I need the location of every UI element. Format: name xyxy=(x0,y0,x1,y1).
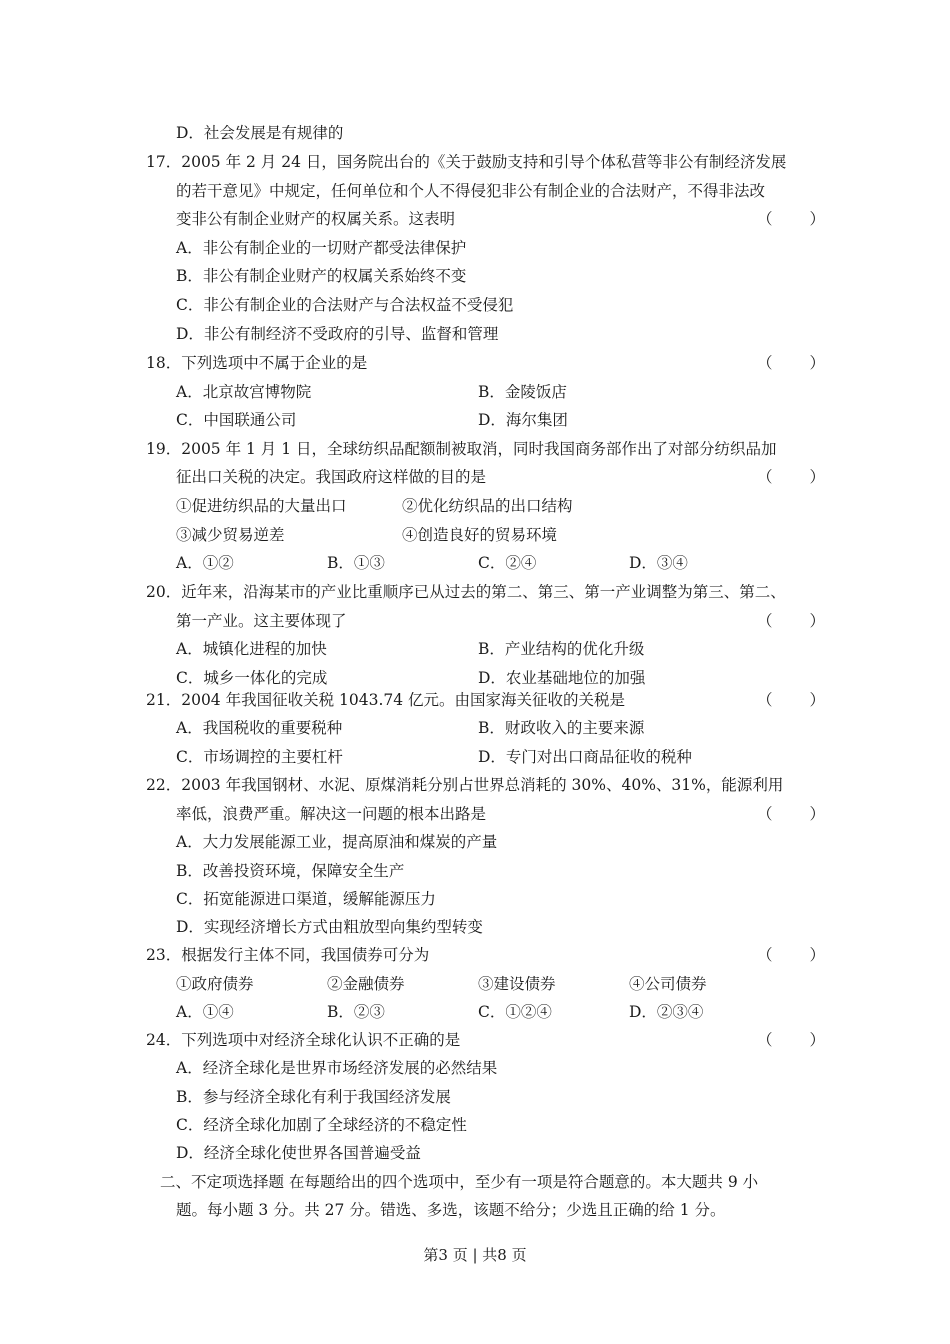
q17-answer-paren: （ ） xyxy=(757,210,828,228)
q20-option-a: A．城镇化进程的加快 xyxy=(176,640,327,658)
q24-option-b: B．参与经济全球化有利于我国经济发展 xyxy=(176,1088,451,1106)
q23-statement-1: ①政府债券 xyxy=(176,975,254,993)
q19-statement-3: ③减少贸易逆差 xyxy=(176,526,285,544)
q21-option-d: D．专门对出口商品征收的税种 xyxy=(478,748,692,766)
q19-option-a: A．①② xyxy=(176,554,234,572)
q22-answer-paren: （ ） xyxy=(757,805,828,823)
page-footer: 第3 页 | 共8 页 xyxy=(423,1246,527,1264)
q21-answer-paren: （ ） xyxy=(757,691,828,709)
q20-option-c: C．城乡一体化的完成 xyxy=(176,669,328,687)
q23-option-d: D．②③④ xyxy=(629,1003,704,1021)
q19-answer-paren: （ ） xyxy=(757,468,828,486)
q24-option-d: D．经济全球化使世界各国普遍受益 xyxy=(176,1144,421,1162)
q23-option-a: A．①④ xyxy=(176,1003,234,1021)
q22-option-b: B．改善投资环境，保障安全生产 xyxy=(176,862,405,880)
q24-stem: 24．下列选项中对经济全球化认识不正确的是 xyxy=(146,1031,461,1049)
q22-option-d: D．实现经济增长方式由粗放型向集约型转变 xyxy=(176,918,483,936)
q24-answer-paren: （ ） xyxy=(757,1031,828,1049)
q19-option-b: B．①③ xyxy=(327,554,385,572)
q21-option-b: B．财政收入的主要来源 xyxy=(478,719,645,737)
q18-answer-paren: （ ） xyxy=(757,354,828,372)
q21-stem: 21．2004 年我国征收关税 1043.74 亿元。由国家海关征收的关税是 xyxy=(146,691,626,709)
q17-stem-line2: 的若干意见》中规定，任何单位和个人不得侵犯非公有制企业的合法财产，不得非法改 xyxy=(176,182,766,200)
q20-answer-paren: （ ） xyxy=(757,612,828,630)
q18-option-b: B．金陵饭店 xyxy=(478,383,567,401)
q23-answer-paren: （ ） xyxy=(757,946,828,964)
q20-stem-line1: 20．近年来，沿海某市的产业比重顺序已从过去的第二、第三、第一产业调整为第三、第二、 xyxy=(146,583,786,601)
q16-option-d: D．社会发展是有规律的 xyxy=(176,124,344,142)
q17-option-c: C．非公有制企业的合法财产与合法权益不受侵犯 xyxy=(176,296,514,314)
q19-statement-1: ①促进纺织品的大量出口 xyxy=(176,497,347,515)
section2-heading-line2: 题。每小题 3 分。共 27 分。错选、多选，该题不给分；少选且正确的给 1 分。 xyxy=(176,1201,726,1219)
q23-statement-2: ②金融债券 xyxy=(327,975,405,993)
q21-option-a: A．我国税收的重要税种 xyxy=(176,719,343,737)
q21-option-c: C．市场调控的主要杠杆 xyxy=(176,748,343,766)
q22-option-c: C．拓宽能源进口渠道，缓解能源压力 xyxy=(176,890,436,908)
q22-stem-line1: 22．2003 年我国钢材、水泥、原煤消耗分别占世界总消耗的 30%、40%、31%，能源利用 xyxy=(146,776,784,794)
q19-option-d: D．③④ xyxy=(629,554,688,572)
q23-statement-3: ③建设债券 xyxy=(478,975,556,993)
q23-statement-4: ④公司债券 xyxy=(629,975,707,993)
q19-statement-2: ②优化纺织品的出口结构 xyxy=(402,497,573,515)
q24-option-c: C．经济全球化加剧了全球经济的不稳定性 xyxy=(176,1116,467,1134)
q20-option-d: D．农业基础地位的加强 xyxy=(478,669,646,687)
q17-option-a: A．非公有制企业的一切财产都受法律保护 xyxy=(176,239,467,257)
q18-option-a: A．北京故宫博物院 xyxy=(176,383,312,401)
q23-stem: 23．根据发行主体不同，我国债券可分为 xyxy=(146,946,430,964)
q19-option-c: C．②④ xyxy=(478,554,537,572)
q20-option-b: B．产业结构的优化升级 xyxy=(478,640,645,658)
q24-option-a: A．经济全球化是世界市场经济发展的必然结果 xyxy=(176,1059,498,1077)
q17-option-d: D．非公有制经济不受政府的引导、监督和管理 xyxy=(176,325,499,343)
q17-option-b: B．非公有制企业财产的权属关系始终不变 xyxy=(176,267,467,285)
q18-option-c: C．中国联通公司 xyxy=(176,411,297,429)
q22-stem-line2: 率低，浪费严重。解决这一问题的根本出路是 xyxy=(176,805,487,823)
q19-stem-line2: 征出口关税的决定。我国政府这样做的目的是 xyxy=(176,468,487,486)
q17-stem-line1: 17．2005 年 2 月 24 日，国务院出台的《关于鼓励支持和引导个体私营等非公有制经济发展 xyxy=(146,153,787,171)
q18-option-d: D．海尔集团 xyxy=(478,411,568,429)
q20-stem-line2: 第一产业。这主要体现了 xyxy=(176,612,347,630)
section2-heading-line1: 二、不定项选择题 在每题给出的四个选项中，至少有一项是符合题意的。本大题共 9 小 xyxy=(160,1173,759,1191)
q23-option-b: B．②③ xyxy=(327,1003,385,1021)
q19-stem-line1: 19．2005 年 1 月 1 日，全球纺织品配额制被取消，同时我国商务部作出了对部分纺织品加 xyxy=(146,440,777,458)
q23-option-c: C．①②④ xyxy=(478,1003,552,1021)
q19-statement-4: ④创造良好的贸易环境 xyxy=(402,526,558,544)
q17-stem-line3: 变非公有制企业财产的权属关系。这表明 xyxy=(176,210,456,228)
q18-stem: 18．下列选项中不属于企业的是 xyxy=(146,354,368,372)
q22-option-a: A．大力发展能源工业，提高原油和煤炭的产量 xyxy=(176,833,498,851)
